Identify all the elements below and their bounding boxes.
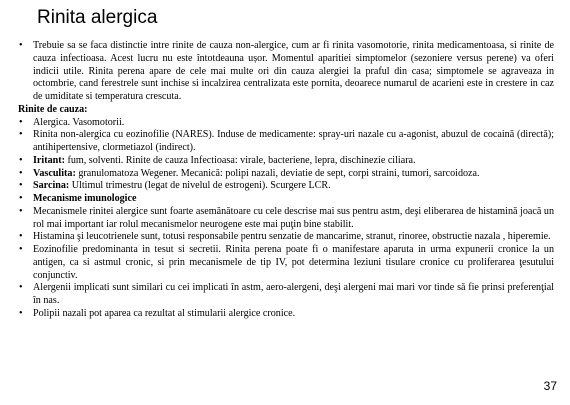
bullet-item	[18, 244, 554, 282]
bullet-item	[18, 193, 554, 206]
section-heading	[18, 104, 554, 117]
bullet-item	[18, 155, 554, 168]
bullet-text: Rinita non-alergica cu eozinofilie (NARES). Induse de medicamente: spray-uri nazale cu a-agonist, abuzul de cocaină (directă); antihipertensive, clormetiazol (indirect).	[33, 129, 554, 153]
bullet-item	[18, 308, 554, 321]
bullet-item	[18, 129, 554, 155]
heading-text: Rinite de cauza:	[18, 103, 88, 115]
bullet-text: Ultimul trimestru (legat de nivelul de estrogeni). Scurgere LCR.	[69, 180, 331, 192]
bullet-item	[18, 231, 554, 244]
bullet-item	[18, 117, 554, 130]
bullet-item	[18, 206, 554, 232]
bullet-label: Sarcina:	[33, 180, 70, 192]
bullet-text: Alergenii implicati sunt similari cu cei implicati în astm, aero-alergeni, deşi alergeni mai mari vor tinde să fie prinsi preferenţial în nas.	[33, 282, 554, 306]
bullet-item	[18, 180, 554, 193]
bullet-text: fum, solventi. Rinite de cauza Infectioasa: virale, bacteriene, lepra, dischinezie ciliara.	[64, 154, 416, 166]
bullet-item	[18, 282, 554, 308]
bullet-text: Histamina şi leucotrienele sunt, totusi responsabile pentru senzatie de mancarime, stranut, rinoree, obstructie nazala , hiperemie.	[33, 231, 551, 243]
bullet-item	[18, 168, 554, 181]
bullet-text: granulomatoza Wegener. Mecanică: polipi nazali, deviatie de sept, corpi straini, tumori, sarcoidoza.	[75, 167, 480, 179]
bullet-text: Alergica. Vasomotorii.	[33, 116, 125, 128]
bullet-text: Mecanismele rinitei alergice sunt foarte asemănătoare cu cele descrise mai sus pentru astm, deşi eliberarea de histamină joacă un rol mai important iar rolul mecanismelor neurogene este mai puţin bine stabilit.	[33, 205, 554, 230]
bullet-label: Vasculita:	[33, 167, 76, 179]
slide-content	[18, 40, 554, 321]
slide-title: Rinita alergica	[37, 7, 158, 28]
bullet-text: Trebuie sa se faca distinctie intre rinite de cauza non-alergice, cum ar fi rinita vasomotorie, rinita medicamentoasa, si rinite de cauza infectioasa. Acest lucru nu este întotdeauna ușor. Momentul aparitiei simptomelor (sezoniere versus perene) va oferi indicii utile. Rinita perena apare de cele mai multe ori din cauza alergiei la praful din casa; simptomele se agraveaza in octombrie, cand ferestrele sunt inchise si incalzirea centralizata este pornita, deoarece numarul de acarieni este in crestere in caz de umiditate si temperatura crescuta.	[33, 40, 554, 102]
page-number: 37	[543, 379, 557, 393]
bullet-text: Polipii nazali pot aparea ca rezultat al stimularii alergice cronice.	[33, 307, 296, 319]
bullet-label: Iritant:	[33, 154, 65, 166]
bullet-text: Eozinofilie predominanta in tesut si secretii. Rinita perena poate fi o manifestare aparuta in urma expunerii cronice la un antigen, ca si astmul cronic, si prin mecanismele de tip IV, pot determina leziuni tisulare cronice cu proliferarea ţesutului conjunctiv.	[33, 244, 554, 281]
bullet-label: Mecanisme imunologice	[33, 193, 137, 204]
bullet-item	[18, 40, 554, 104]
